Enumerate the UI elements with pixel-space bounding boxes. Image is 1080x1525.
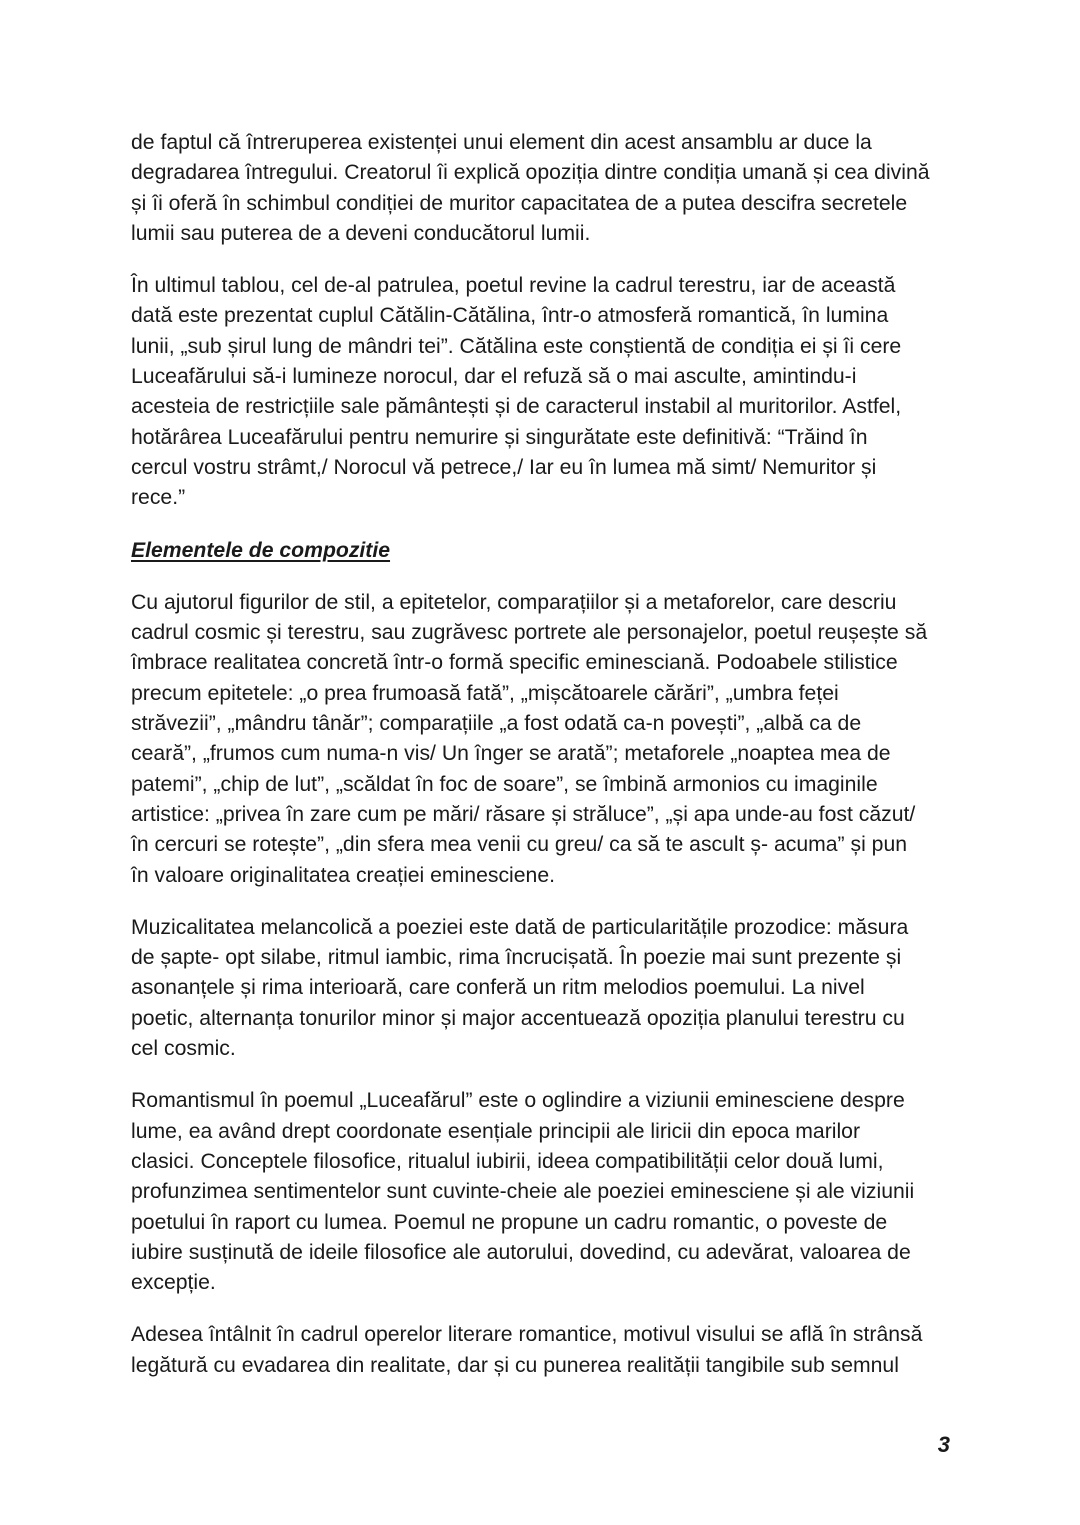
text-line: cercul vostru strâmt,/ Norocul vă petrece,/ Iar eu în lumea mă simt/ Nemuritor și <box>131 455 877 479</box>
text-line: dată este prezentat cuplul Cătălin-Cătălina, într-o atmosferă romantică, în lumina <box>131 304 889 328</box>
text-line: asonanțele și rima interioară, care conferă un ritm melodios poemului. La nivel <box>131 976 865 1000</box>
text-line: hotărârea Luceafărului pentru nemurire și singurătate este definitivă: “Trăind în <box>131 425 868 449</box>
text-line: poetului în raport cu lumea. Poemul ne propune un cadru romantic, o poveste de <box>131 1210 888 1234</box>
paragraph-3 <box>131 588 951 891</box>
text-line: Romantismul în poemul „Luceafărul” este o oglindire a viziunii eminesciene despre <box>131 1089 905 1113</box>
paragraph-2 <box>131 271 951 513</box>
text-line: cadrul cosmic și terestru, sau zugrăvesc portrete ale personajelor, poetul reușește să <box>131 621 928 645</box>
text-line: de faptul că întreruperea existenței unui element din acest ansamblu ar duce la <box>131 131 872 154</box>
text-line: precum epitetele: „o prea frumoasă fată”, „mișcătoarele cărări”, „umbra feței <box>131 681 839 705</box>
text-line: degradarea întregului. Creatorul îi explică opoziția dintre condiția umană și cea divină <box>131 161 930 185</box>
paragraph-1 <box>131 128 951 249</box>
text-line: profunzimea sentimentelor sunt cuvinte-cheie ale poeziei eminesciene și ale viziunii <box>131 1180 915 1204</box>
text-line: în cercuri se rotește”, „din sfera mea venii cu greu/ ca să te ascult ș- acuma” și pun <box>131 833 908 857</box>
paragraph-5 <box>131 1086 951 1298</box>
text-line: clasici. Conceptele filosofice, ritualul iubirii, ideea compatibilității celor două lumi, <box>131 1149 884 1173</box>
text-line: cel cosmic. <box>131 1037 236 1061</box>
text-line: patemi”, „chip de lut”, „scăldat în foc de soare”, se îmbină armonios cu imaginile <box>131 772 878 796</box>
text-line: ceară”, „frumos cum numa-n vis/ Un înger se arată”; metaforele „noaptea mea de <box>131 742 891 766</box>
text-line: lunii, „sub șirul lung de mândri tei”. Cătălina este conștientă de condiția ei și îi cere <box>131 334 902 358</box>
page-number: 3 <box>937 1432 950 1457</box>
text-line: Muzicalitatea melancolică a poeziei este dată de particularitățile prozodice: măsura <box>131 915 909 939</box>
text-line: îmbrace realitatea concretă într-o formă specific eminesciană. Podoabele stilistice <box>131 651 898 675</box>
text-line: Adesea întâlnit în cadrul operelor literare romantice, motivul visului se află în strânsă <box>131 1323 923 1347</box>
text-line: iubire susținută de ideile filosofice ale autorului, dovedind, cu adevărat, valoarea de <box>131 1240 911 1264</box>
document-body <box>131 128 951 1403</box>
text-line: poetic, alternanța tonurilor minor și major accentuează opoziția planului terestru cu <box>131 1006 905 1030</box>
text-line: rece.” <box>131 486 186 510</box>
text-line: artistice: „privea în zare cum pe mări/ răsare și străluce”, „și apa unde-au fost căzut/ <box>131 802 916 826</box>
text-line: în valoare originalitatea creației eminesciene. <box>131 863 555 887</box>
paragraph-6 <box>131 1320 951 1381</box>
section-heading: Elementele de compozitie <box>131 538 391 562</box>
text-line: În ultimul tablou, cel de-al patrulea, poetul revine la cadrul terestru, iar de această <box>131 274 896 298</box>
text-line: acesteia de restricțiile sale pământești și de caracterul instabil al muritorilor. Astfel, <box>131 395 902 419</box>
text-line: Cu ajutorul figurilor de stil, a epitetelor, comparațiilor și a metaforelor, care descriu <box>131 590 897 614</box>
text-line: legătură cu evadarea din realitate, dar și cu punerea realității tangibile sub semnul <box>131 1353 899 1377</box>
text-line: străvezii”, „mândru tânăr”; comparațiile „a fost odată ca-n povești”, „albă ca de <box>131 712 862 736</box>
paragraph-4 <box>131 913 951 1064</box>
text-line: de șapte- opt silabe, ritmul iambic, rima încrucișată. În poezie mai sunt prezente și <box>131 946 902 970</box>
text-line: excepție. <box>131 1271 216 1295</box>
text-line: Luceafărului să-i lumineze norocul, dar el refuză să o mai asculte, amintindu-i <box>131 365 857 389</box>
text-line: lumii sau puterea de a deveni conducătorul lumii. <box>131 221 591 245</box>
text-line: și îi oferă în schimbul condiției de muritor capacitatea de a putea descifra secretele <box>131 191 908 215</box>
text-line: lume, ea având drept coordonate esențiale principii ale liricii din epoca marilor <box>131 1119 861 1143</box>
